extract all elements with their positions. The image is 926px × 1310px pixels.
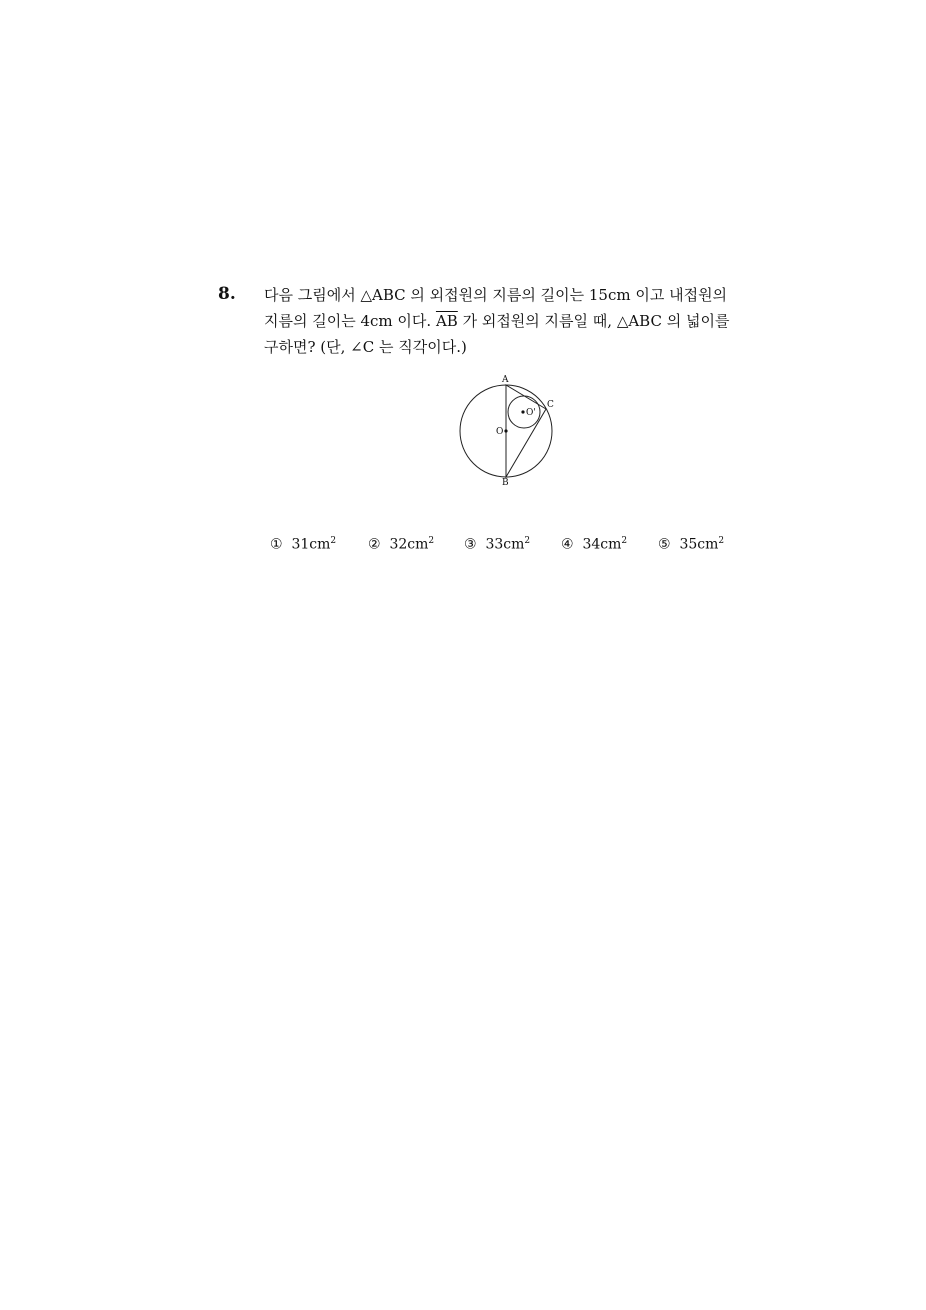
choice-3[interactable] bbox=[464, 536, 530, 553]
question-number: 8. bbox=[218, 284, 236, 304]
choice-3-marker: ③ bbox=[464, 536, 477, 553]
choice-5-exponent: 2 bbox=[718, 536, 725, 546]
choice-2[interactable] bbox=[368, 536, 434, 553]
choice-3-exponent: 2 bbox=[524, 536, 531, 546]
question-text bbox=[264, 282, 758, 360]
choice-2-marker: ② bbox=[368, 536, 381, 553]
label-c: C bbox=[547, 400, 554, 410]
choice-2-exponent: 2 bbox=[428, 536, 435, 546]
question-line-2-end: 가 외접원의 지름일 때, △ABC 의 넓이를 bbox=[457, 312, 730, 330]
geometry-figure bbox=[457, 372, 559, 490]
triangle-abc bbox=[506, 385, 546, 477]
choice-4-exponent: 2 bbox=[621, 536, 628, 546]
segment-ab: $\overline{AB}$ bbox=[435, 312, 458, 330]
question-line-2 bbox=[264, 308, 758, 334]
label-a: A bbox=[502, 375, 509, 385]
question-line-1: 다음 그림에서 △ABC 의 외접원의 지름의 길이는 15cm 이고 내접원의 bbox=[264, 286, 728, 304]
center-o-prime-dot bbox=[521, 410, 524, 413]
choice-5-marker: ⑤ bbox=[658, 536, 671, 553]
label-o-prime: O' bbox=[526, 408, 536, 418]
choice-1-value: 31cm bbox=[291, 536, 331, 553]
choice-4-value: 34cm bbox=[582, 536, 622, 553]
choice-1-exponent: 2 bbox=[330, 536, 337, 546]
choice-1[interactable] bbox=[270, 536, 336, 553]
center-o-dot bbox=[504, 429, 507, 432]
label-b: B bbox=[502, 478, 509, 488]
label-o: O bbox=[496, 427, 504, 437]
choice-1-marker: ① bbox=[270, 536, 283, 553]
choice-4[interactable] bbox=[561, 536, 627, 553]
question-line-3: 구하면? (단, ∠C 는 직각이다.) bbox=[264, 338, 467, 356]
choice-3-value: 33cm bbox=[485, 536, 525, 553]
question-line-2-start: 지름의 길이는 4cm 이다. bbox=[264, 312, 436, 330]
choice-2-value: 32cm bbox=[389, 536, 429, 553]
choice-5[interactable] bbox=[658, 536, 724, 553]
choice-5-value: 35cm bbox=[679, 536, 719, 553]
choice-4-marker: ④ bbox=[561, 536, 574, 553]
